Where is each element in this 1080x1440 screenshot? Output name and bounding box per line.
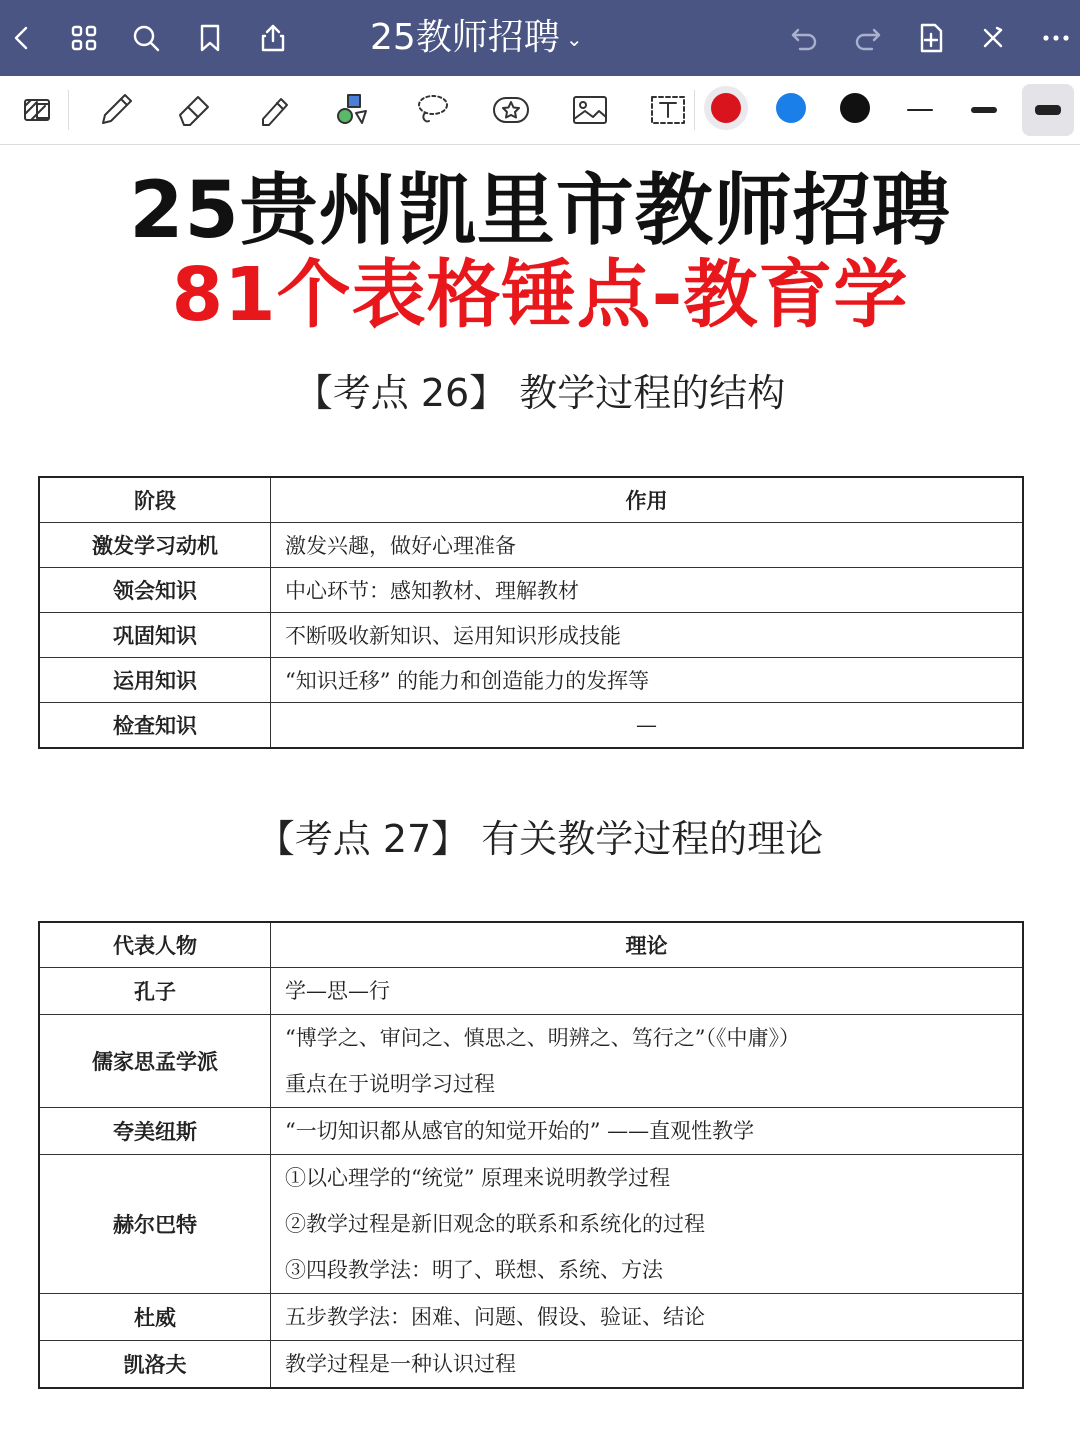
back-icon[interactable] [2,18,42,58]
close-icon[interactable] [973,18,1013,58]
image-icon[interactable] [566,86,614,134]
page-subtitle: 81个表格锤点-教育学 [171,252,909,338]
header-cell: 阶段 [39,477,271,523]
person-cell: 孔子 [39,968,271,1015]
toolbar-divider [68,90,69,130]
theory-line: “一切知识都从感官的知觉开始的” ——直观性教学 [285,1119,755,1143]
theory-cell [271,1294,1024,1341]
person-cell: 赫尔巴特 [39,1155,271,1294]
eraser-icon[interactable] [171,86,219,134]
function-cell: 激发兴趣，做好心理准备 [271,523,1024,568]
stage-cell: 检查知识 [39,703,271,749]
top-bar [0,0,1080,76]
theory-cell [271,1015,1024,1108]
function-cell: “知识迁移” 的能力和创造能力的发挥等 [271,658,1024,703]
theory-line: 重点在于说明学习过程 [285,1072,495,1096]
table-row [39,1108,1023,1155]
sticker-icon[interactable] [487,86,535,134]
theory-line: “博学之、审问之、慎思之、明辨之、笃行之”（《中庸》） [285,1026,800,1050]
color-blue-swatch[interactable] [776,93,806,123]
table-row [39,968,1023,1015]
header-cell: 作用 [271,477,1024,523]
add-page-icon[interactable] [911,18,951,58]
page-title: 25贵州凯里市教师招聘 [129,166,951,256]
table-row [39,1341,1023,1389]
pen-icon[interactable] [92,86,140,134]
stroke-thin-icon [907,109,933,111]
shapes-icon[interactable] [329,86,377,134]
header-cell: 代表人物 [39,922,271,968]
theory-cell [271,1155,1024,1294]
section-title-26: 【考点 26】 教学过程的结构 [294,371,786,415]
theory-line: ①以心理学的“统觉” 原理来说明教学过程 [285,1166,671,1190]
theory-line: ②教学过程是新旧观念的联系和系统化的过程 [285,1212,705,1236]
person-cell: 夸美纽斯 [39,1108,271,1155]
table-row [39,703,1023,749]
table-row [39,658,1023,703]
teaching-process-theory-table [38,921,1024,1389]
table-row [39,568,1023,613]
text-icon[interactable] [644,86,692,134]
theory-line: 教学过程是一种认识过程 [285,1352,516,1376]
stroke-thick-button[interactable] [1022,84,1074,136]
theory-cell [271,1108,1024,1155]
grid-icon[interactable] [64,18,104,58]
person-cell: 凯洛夫 [39,1341,271,1389]
teaching-process-structure-table [38,476,1024,749]
bookmark-icon[interactable] [190,18,230,58]
lasso-icon[interactable] [408,86,456,134]
person-cell: 儒家思孟学派 [39,1015,271,1108]
pages-icon[interactable] [14,86,62,134]
toolbar-divider [694,90,695,130]
table-header-row [39,477,1023,523]
function-cell: 中心环节：感知教材、理解教材 [271,568,1024,613]
function-cell: — [271,703,1024,749]
table-row [39,1294,1023,1341]
stage-cell: 运用知识 [39,658,271,703]
stroke-medium-icon [971,107,997,113]
theory-line: 五步教学法：困难、问题、假设、验证、结论 [285,1305,705,1329]
document-title[interactable] [370,14,583,62]
color-red-swatch[interactable] [711,93,741,123]
chevron-down-icon: ⌄ [565,27,583,51]
search-icon[interactable] [126,18,166,58]
share-icon[interactable] [253,18,293,58]
theory-line: 学—思—行 [285,979,390,1003]
redo-icon[interactable] [848,18,888,58]
undo-icon[interactable] [784,18,824,58]
function-cell: 不断吸收新知识、运用知识形成技能 [271,613,1024,658]
more-icon[interactable] [1036,18,1076,58]
theory-cell [271,968,1024,1015]
table-row [39,613,1023,658]
stage-cell: 巩固知识 [39,613,271,658]
title-text: 25教师招聘 [370,17,560,58]
highlighter-icon[interactable] [250,86,298,134]
stage-cell: 领会知识 [39,568,271,613]
stroke-thin-button[interactable] [894,84,946,136]
table-row [39,1155,1023,1294]
table-header-row [39,922,1023,968]
color-black-swatch[interactable] [840,93,870,123]
section-title-27: 【考点 27】 有关教学过程的理论 [256,817,824,861]
stage-cell: 激发学习动机 [39,523,271,568]
theory-line: ③四段教学法：明了、联想、系统、方法 [285,1258,663,1282]
stroke-thick-icon [1035,105,1061,115]
header-cell: 理论 [271,922,1024,968]
stroke-medium-button[interactable] [958,84,1010,136]
person-cell: 杜威 [39,1294,271,1341]
table-row [39,1015,1023,1108]
theory-cell [271,1341,1024,1389]
table-row [39,523,1023,568]
